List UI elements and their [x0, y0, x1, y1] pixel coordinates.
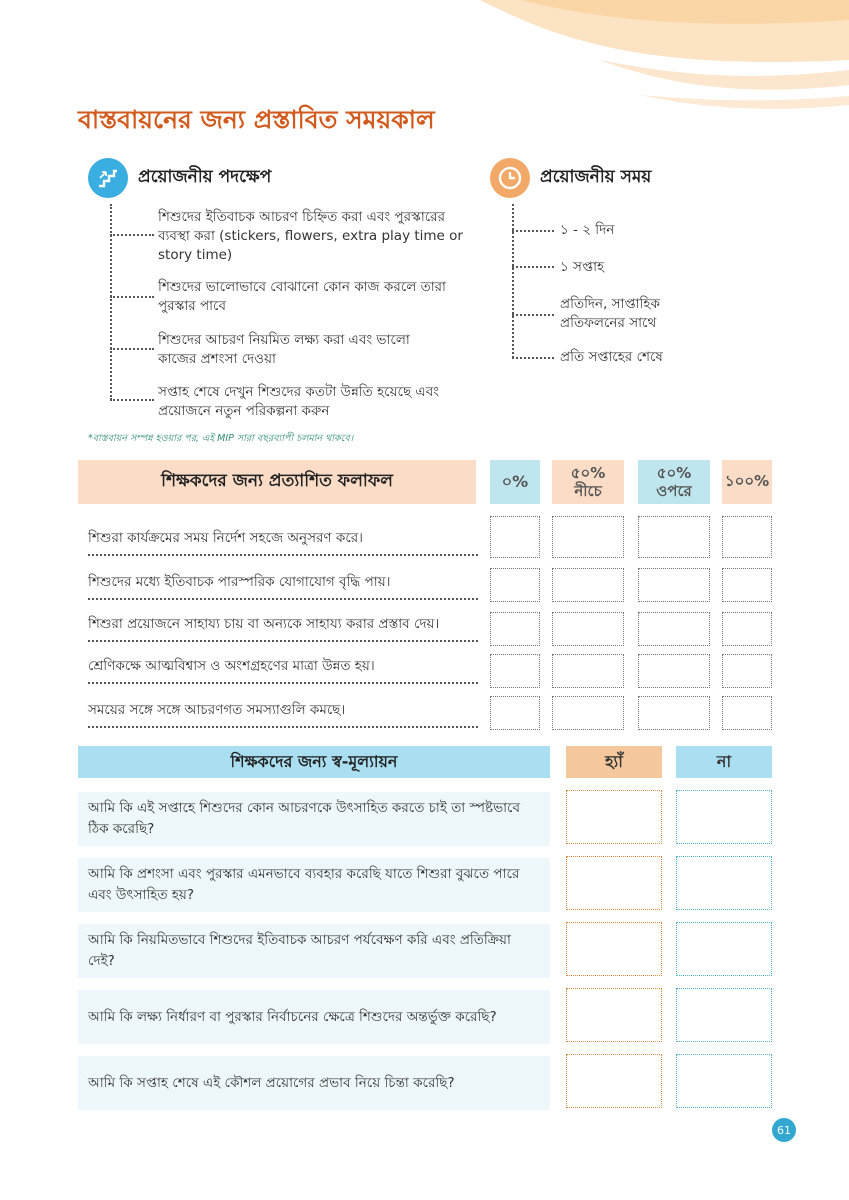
tree-branch: [110, 234, 154, 236]
checkbox-r2-0pct[interactable]: [490, 568, 540, 602]
checkbox-r5-100pct[interactable]: [722, 696, 772, 730]
checkbox-r4-below50[interactable]: [552, 654, 624, 688]
step-item: শিশুদের ভালোভাবে বোঝানো কোন কাজ করলে তারা পুরস্কার পাবে: [158, 279, 446, 314]
time-item: প্রতি সপ্তাহের শেষে: [560, 349, 663, 365]
checkbox-r1-below50[interactable]: [552, 516, 624, 558]
assessment-question: [78, 990, 550, 1044]
col-header-1: ৫০% নীচে: [552, 460, 624, 504]
outcome-row: শিশুরা প্রয়োজনে সাহায্য চায় বা অন্যকে সাহায্য করার প্রস্তাব দেয়।: [88, 612, 478, 642]
checkbox-r1-100pct[interactable]: [722, 516, 772, 558]
step-item: শিশুদের ইতিবাচক আচরণ চিহ্নিত করা এবং পুরস্কারের ব্যবস্থা করা (stickers, flowers, extra play time or story time): [158, 209, 463, 263]
tree-branch: [110, 296, 154, 298]
checkbox-r5-0pct[interactable]: [490, 696, 540, 730]
step-item: সপ্তাহ শেষে দেখুন শিশুদের কতটা উন্নতি হয়েছে এবং প্রয়োজনে নতুন পরিকল্পনা করুন: [158, 384, 440, 419]
assessment-question: [78, 1056, 550, 1110]
yes-header: হ্যাঁ: [566, 746, 662, 778]
checkbox-r3-below50[interactable]: [552, 612, 624, 646]
no-checkbox-q3[interactable]: [676, 922, 772, 976]
checkbox-r5-below50[interactable]: [552, 696, 624, 730]
checkbox-r3-0pct[interactable]: [490, 612, 540, 646]
outcome-row: শ্রেণিকক্ষে আত্মবিশ্বাস ও অংশগ্রহণের মাত্রা উন্নত হয়।: [88, 654, 478, 684]
time-item: ১ - ২ দিন: [560, 222, 615, 238]
col-header-3: ১০০%: [722, 460, 772, 504]
yes-checkbox-q2[interactable]: [566, 856, 662, 910]
no-checkbox-q1[interactable]: [676, 790, 772, 844]
step-item: শিশুদের আচরণ নিয়মিত লক্ষ্য করা এবং ভালো কাজের প্রশংসা দেওয়া: [158, 332, 410, 367]
assessment-heading: শিক্ষকদের জন্য স্ব-মূল্যায়ন: [78, 746, 550, 778]
checkbox-r1-0pct[interactable]: [490, 516, 540, 558]
yes-checkbox-q5[interactable]: [566, 1054, 662, 1108]
no-checkbox-q5[interactable]: [676, 1054, 772, 1108]
page-number: 61: [772, 1118, 796, 1142]
checkbox-r1-above50[interactable]: [638, 516, 710, 558]
question-text: আমি কি লক্ষ্য নির্ধারণ বা পুরস্কার নির্বাচনের ক্ষেত্রে শিশুদের অন্তর্ভুক্ত করেছি?: [88, 1008, 497, 1025]
tree-branch: [512, 314, 554, 316]
question-text: আমি কি নিয়মিতভাবে শিশুদের ইতিবাচক আচরণ পর্যবেক্ষণ করি এবং প্রতিক্রিয়া দেই?: [88, 932, 511, 969]
question-text: আমি কি এই সপ্তাহে শিশুদের কোন আচরণকে উৎসাহিত করতে চাই তা স্পষ্টভাবে ঠিক করেছি?: [88, 800, 520, 837]
tree-branch: [110, 348, 154, 350]
question-text: আমি কি সপ্তাহ শেষে এই কৌশল প্রয়োগের প্রভাব নিয়ে চিন্তা করেছি?: [88, 1074, 455, 1091]
assessment-question: [78, 792, 550, 846]
time-heading: [490, 158, 651, 198]
assessment-question: [78, 858, 550, 912]
tree-branch: [110, 399, 154, 401]
checkbox-r4-0pct[interactable]: [490, 654, 540, 688]
question-text: আমি কি প্রশংসা এবং পুরস্কার এমনভাবে ব্যবহার করেছি যাতে শিশুরা বুঝতে পারে এবং উৎসাহিত হয়?: [88, 866, 520, 903]
checkbox-r2-100pct[interactable]: [722, 568, 772, 602]
tree-branch: [512, 357, 554, 359]
no-checkbox-q4[interactable]: [676, 988, 772, 1042]
footnote: *বাস্তবায়ন সম্পন্ন হওয়ার পর, এই MIP সারা বছরব্যাপী চলমান থাকবে।: [88, 433, 354, 444]
outcome-row: সময়ের সঙ্গে সঙ্গে আচরণগত সমস্যাগুলি কমছে।: [88, 698, 478, 728]
clock-icon: [490, 158, 530, 198]
yes-checkbox-q3[interactable]: [566, 922, 662, 976]
stairs-icon: [88, 158, 128, 198]
no-checkbox-q2[interactable]: [676, 856, 772, 910]
checkbox-r4-100pct[interactable]: [722, 654, 772, 688]
outcome-row: শিশুদের মধ্যে ইতিবাচক পারস্পরিক যোগাযোগ বৃদ্ধি পায়।: [88, 570, 478, 600]
checkbox-r2-below50[interactable]: [552, 568, 624, 602]
checkbox-r3-100pct[interactable]: [722, 612, 772, 646]
time-tree-line: [512, 204, 514, 358]
yes-checkbox-q4[interactable]: [566, 988, 662, 1042]
time-heading-label: প্রয়োজনীয় সময়: [540, 167, 652, 187]
assessment-question: [78, 924, 550, 978]
steps-heading-label: প্রয়োজনীয় পদক্ষেপ: [138, 167, 272, 187]
outcomes-heading: শিক্ষকদের জন্য প্রত্যাশিত ফলাফল: [78, 460, 476, 504]
checkbox-r4-above50[interactable]: [638, 654, 710, 688]
outcome-row: শিশুরা কার্যক্রমের সময় নির্দেশ সহজে অনুসরণ করে।: [88, 526, 478, 556]
time-item: ১ সপ্তাহ: [560, 259, 605, 275]
page-title: বাস্তবায়নের জন্য প্রস্তাবিত সময়কাল: [78, 105, 435, 134]
yes-checkbox-q1[interactable]: [566, 790, 662, 844]
steps-heading: [88, 158, 271, 198]
tree-branch: [512, 266, 554, 268]
checkbox-r5-above50[interactable]: [638, 696, 710, 730]
time-item: প্রতিদিন, সাপ্তাহিক প্রতিফলনের সাথে: [560, 296, 660, 331]
checkbox-r3-above50[interactable]: [638, 612, 710, 646]
no-header: না: [676, 746, 772, 778]
checkbox-r2-above50[interactable]: [638, 568, 710, 602]
col-header-2: ৫০% ওপরে: [638, 460, 710, 504]
tree-branch: [512, 230, 554, 232]
col-header-0: ০%: [490, 460, 540, 504]
